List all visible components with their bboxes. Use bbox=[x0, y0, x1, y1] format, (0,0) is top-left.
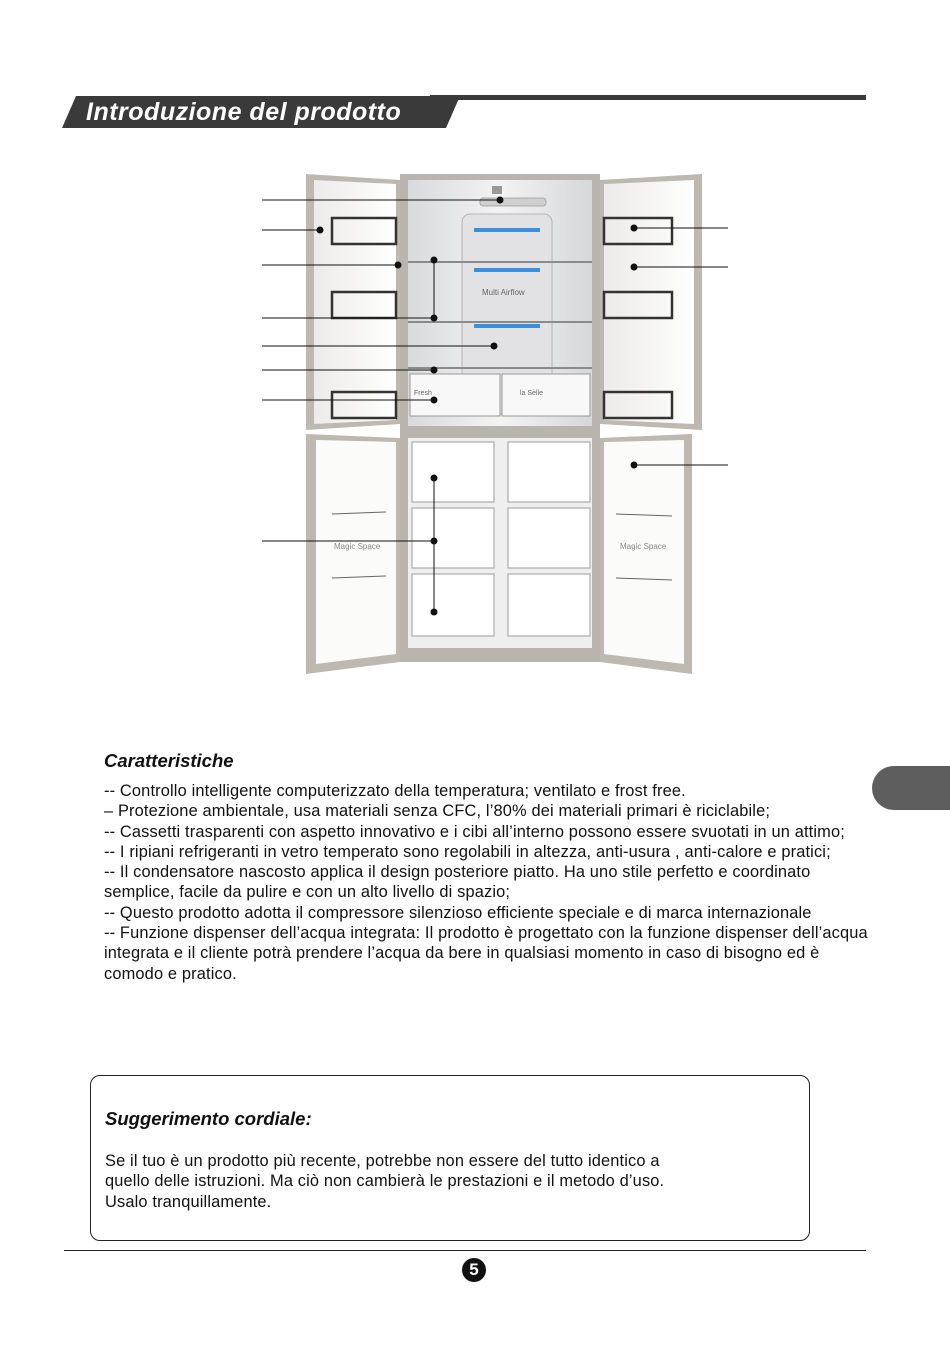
feature-item: – Protezione ambientale, usa materiali senza CFC, l’80% dei materiali primari è riciclabile; bbox=[104, 802, 771, 821]
feature-item: -- Questo prodotto adotta il compressore silenzioso efficiente speciale e di marca internazionale bbox=[104, 903, 812, 922]
page-title: Introduzione del prodotto bbox=[86, 98, 402, 126]
features-title: Caratteristiche bbox=[104, 750, 234, 771]
header-rule bbox=[430, 95, 866, 100]
page-number: 5 bbox=[462, 1258, 486, 1282]
feature-item: -- Il condensatore nascosto applica il design posteriore piatto. Ha uno stile perfetto e coordinato semplice, facile da pulire e con un alto livello di spazio; bbox=[104, 863, 811, 902]
feature-list bbox=[104, 781, 874, 984]
door-label-left: Magic Space bbox=[334, 542, 381, 551]
drawer-label-left: Fresh bbox=[414, 390, 432, 397]
fridge-illustration bbox=[262, 158, 728, 680]
side-tab bbox=[872, 766, 950, 810]
feature-item: -- I ripiani refrigeranti in vetro temperato sono regolabili in altezza, anti-usura , anti-calore e pratici; bbox=[104, 842, 831, 861]
tip-text: Se il tuo è un prodotto più recente, potrebbe non essere del tutto identico a quello delle istruzioni. Ma ciò non cambierà le prestazioni e il metodo d’uso. Usalo tranquillamente. bbox=[105, 1152, 665, 1211]
footer-rule bbox=[64, 1250, 866, 1251]
door-label-right: Magic Space bbox=[620, 542, 667, 551]
feature-item: -- Cassetti trasparenti con aspetto innovativo e i cibi all’interno possono essere svuotati in un attimo; bbox=[104, 822, 845, 841]
feature-item: -- Controllo intelligente computerizzato della temperatura; ventilato e frost free. bbox=[104, 782, 686, 800]
feature-item: -- Funzione dispenser dell’acqua integrata: Il prodotto è progettato con la funzione dispenser dell’acqua integrata e il cliente potrà prendere l’acqua da bere in qualsiasi momento in caso di bisogno ed è comodo e pratico. bbox=[104, 924, 868, 983]
drawer-label-right: la Sèlle bbox=[520, 390, 543, 397]
shelf-label: Multi Airflow bbox=[482, 288, 525, 297]
tip-title: Suggerimento cordiale: bbox=[105, 1108, 312, 1129]
